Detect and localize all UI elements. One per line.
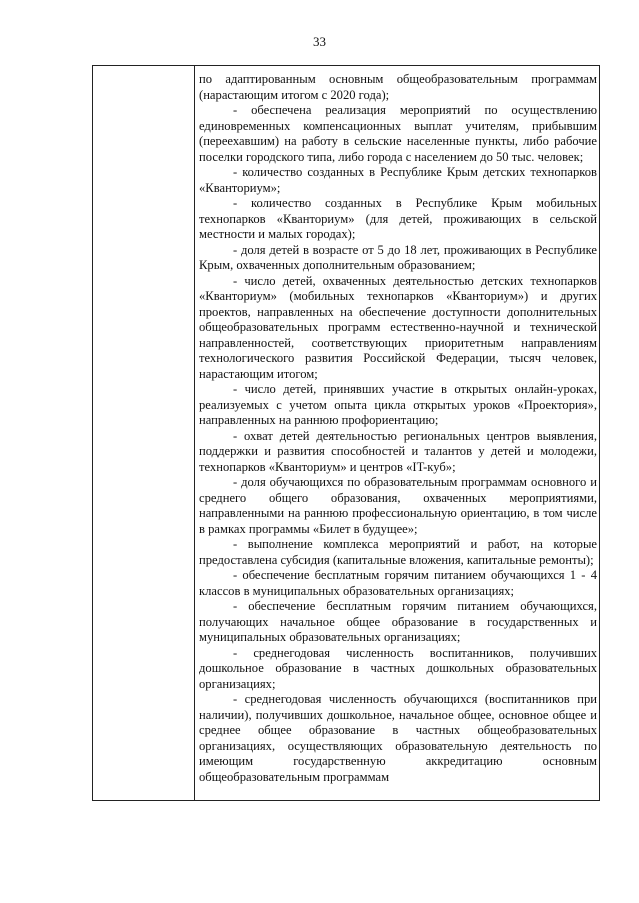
left-cell-empty xyxy=(93,66,194,800)
paragraph-item: - обеспечена реализация мероприятий по осуществлению единовременных компенсационных выплат учителям, прибывшим (переехавшим) на работу в сельские населенные пункты, либо рабочие поселки городского типа, либо города с населением до 50 тыс. человек; xyxy=(199,103,597,164)
paragraph-item: - обеспечение бесплатным горячим питанием обучающихся 1 - 4 классов в муниципальных образовательных организациях; xyxy=(199,568,597,598)
page-number: 33 xyxy=(313,34,326,49)
column-divider xyxy=(194,66,195,800)
paragraph-item: - число детей, охваченных деятельностью детских технопарков «Кванториум» (мобильных технопарков «Кванториум») и других проектов, направленных на обеспечение доступности дополнительных общеобразовательных программ естественно-научной и технической направленностей, соответствующих приоритетным направлениям технологического развития Российской Федерации, тысяч человек, нарастающим итогом; xyxy=(199,273,597,381)
paragraph-continuation: по адаптированным основным общеобразовательным программам (нарастающим итогом с 2020 года); xyxy=(199,72,597,102)
paragraph-item: - обеспечение бесплатным горячим питанием обучающихся, получающих начальное общее образование в государственных и муниципальных образовательных организациях; xyxy=(199,599,597,644)
paragraph-item: - количество созданных в Республике Крым детских технопарков «Кванториум»; xyxy=(199,165,597,195)
paragraph-item: - выполнение комплекса мероприятий и работ, на которые предоставлена субсидия (капитальные вложения, капитальные ремонты); xyxy=(199,537,597,567)
paragraph-item: - охват детей деятельностью региональных центров выявления, поддержки и развития способностей и талантов у детей и молодежи, технопарков «Кванториум» и центров «IT-куб»; xyxy=(199,428,597,474)
document-table xyxy=(92,65,600,801)
paragraph-item: - количество созданных в Республике Крым мобильных технопарков «Кванториум» (для детей, проживающих в сельской местности и малых городах); xyxy=(199,196,597,241)
paragraph-item: - число детей, принявших участие в открытых онлайн-уроках, реализуемых с учетом опыта цикла открытых уроков «Проектория», направленных на раннюю профориентацию; xyxy=(199,382,597,427)
paragraph-item: - среднегодовая численность обучающихся (воспитанников при наличии), получивших дошкольное, начальное общее, основное общее и среднее общее образование в частных общеобразовательных организациях, осуществляющих образовательную деятельность по имеющим государственную аккредитацию основным общеобразовательным программам xyxy=(199,692,597,784)
paragraph-item: - доля обучающихся по образовательным программам основного и среднего общего образования, охваченных мероприятиями, направленными на раннюю профессиональную ориентацию, в том числе в рамках программы «Билет в будущее»; xyxy=(199,475,597,536)
paragraph-item: - доля детей в возрасте от 5 до 18 лет, проживающих в Республике Крым, охваченных дополнительным образованием; xyxy=(199,242,597,272)
right-cell-text xyxy=(199,72,597,785)
paragraph-item: - среднегодовая численность воспитанников, получивших дошкольное образование в частных дошкольных образовательных организациях; xyxy=(199,645,597,691)
